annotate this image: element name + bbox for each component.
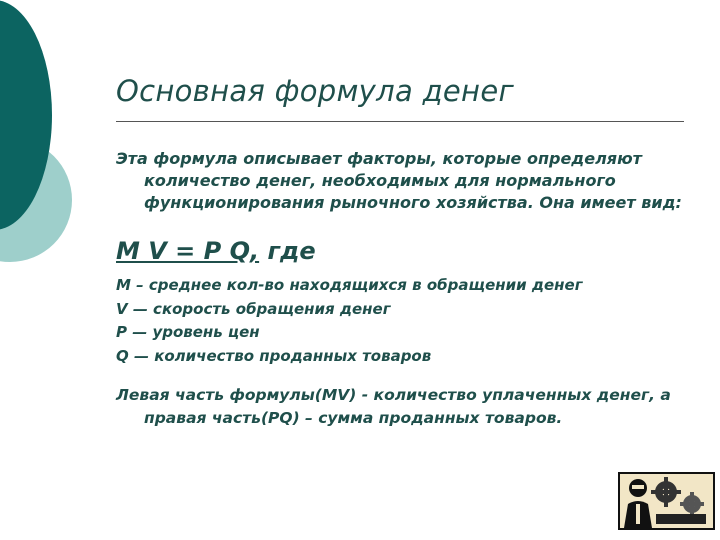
- conclusion-text: Левая часть формулы(MV) - количество уплаченных денег, а правая часть(PQ) – сумма проданных товаров.: [116, 386, 671, 427]
- intro-text: Эта формула описывает факторы, которые определяют количество денег, необходимых для нормального функционирования рыночного хозяйства. Она имеет вид:: [116, 149, 682, 212]
- title-divider: [116, 121, 684, 122]
- definition-v: V — скорость обращения денег: [116, 299, 391, 318]
- decorative-circles: [0, 0, 110, 300]
- definition-p: P — уровень цен: [116, 323, 260, 341]
- formula-expression: M V = P Q,: [116, 237, 260, 265]
- slide-title: Основная формула денег: [116, 74, 515, 108]
- definition-q: Q — количество проданных товаров: [116, 346, 432, 365]
- clipart-logo: [618, 472, 715, 530]
- definition-m: M – среднее кол-во находящихся в обращении денег: [116, 276, 583, 294]
- formula-suffix: где: [259, 237, 316, 265]
- conclusion-paragraph: [116, 384, 696, 430]
- intro-paragraph: [116, 148, 696, 214]
- definitions-list: [116, 274, 696, 368]
- money-formula: [116, 236, 696, 266]
- person-gears-icon: [620, 474, 713, 528]
